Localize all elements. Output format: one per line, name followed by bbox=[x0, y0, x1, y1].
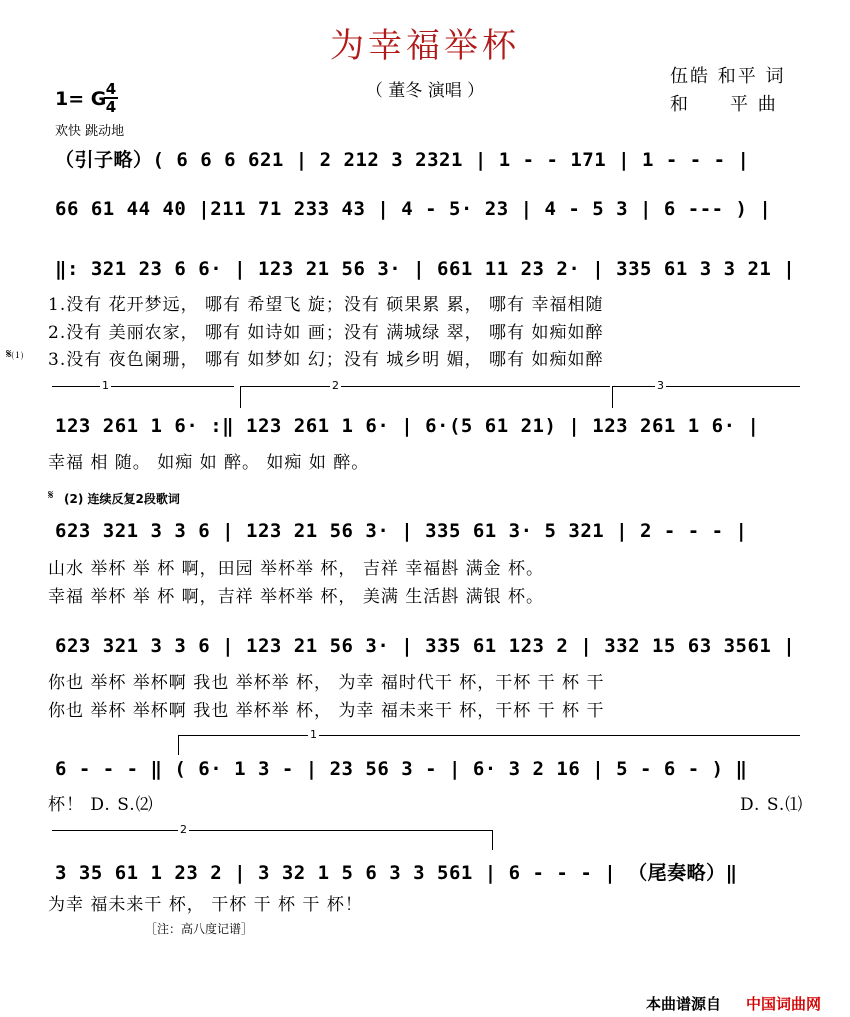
volta-number: 2 bbox=[180, 823, 187, 836]
ds-1-mark: D. S.⑴ bbox=[740, 795, 804, 815]
segno-2-mark: 𝄋 bbox=[48, 488, 54, 503]
time-signature-top: 4 bbox=[105, 80, 117, 98]
lyricist-credit: 伍皓 和平 词 bbox=[670, 66, 786, 87]
lyric-row: 你也 举杯 举杯啊 我也 举杯举 杯， 为幸 福时代干 杯，干杯 干 杯 干 bbox=[48, 673, 605, 693]
lyric-row: 山水 举杯 举 杯 啊，田园 举杯举 杯， 吉祥 幸福斟 满金 杯。 bbox=[48, 559, 545, 579]
volta-bracket bbox=[240, 386, 610, 387]
lyric-row: 3.没有 夜色阑珊， 哪有 如梦如 幻；没有 城乡明 媚， 哪有 如痴如醉 bbox=[48, 350, 604, 370]
score-row: 6 - - - ‖ ( 6· 1 3 - | 23 56 3 - | 6· 3 2 16 | 5 - 6 - ) ‖ bbox=[55, 758, 748, 780]
time-signature-bottom: 4 bbox=[105, 98, 117, 116]
volta-number: 1 bbox=[310, 728, 317, 741]
score-row: 66 61 44 40 |211 71 233 43 | 4 - 5· 23 | 4 - 5 3 | 6 --- ) | bbox=[55, 198, 772, 220]
volta-bracket bbox=[492, 830, 493, 850]
score-row: （引子略）( 6 6 6 621 | 2 212 3 2321 | 1 - - 171 | 1 - - - | bbox=[55, 149, 750, 171]
lyric-row: 1.没有 花开梦远， 哪有 希望飞 旋；没有 硕果累 累， 哪有 幸福相随 bbox=[48, 295, 604, 315]
volta-number: 1 bbox=[102, 379, 109, 392]
lyric-row: 2.没有 美丽农家， 哪有 如诗如 画；没有 满城绿 翠， 哪有 如痴如醉 bbox=[48, 323, 604, 343]
repeat-note: (2) 连续反复2段歌词 bbox=[64, 492, 180, 506]
score-row: ‖: 321 23 6 6· | 123 21 56 3· | 661 11 23 2· | 335 61 3 3 21 | bbox=[55, 258, 796, 280]
lyric-row: 幸福 举杯 举 杯 啊，吉祥 举杯举 杯， 美满 生活斟 满银 杯。 bbox=[48, 587, 545, 607]
source-site-link[interactable]: 中国词曲网 bbox=[746, 995, 822, 1013]
volta-bracket bbox=[178, 735, 800, 736]
lyric-row: 杯！ D. S.⑵ bbox=[48, 795, 154, 815]
song-title: 为幸福举杯 bbox=[330, 26, 520, 66]
segno-1-mark: 𝄋⑴ bbox=[6, 347, 24, 362]
singer-credit: （ 董冬 演唱 ） bbox=[365, 81, 485, 101]
volta-number: 2 bbox=[332, 379, 339, 392]
composer-credit: 和 平 曲 bbox=[670, 94, 778, 115]
lyric-row: 为幸 福未来干 杯， 干杯 干 杯 干 杯！ bbox=[48, 895, 363, 915]
score-row: 123 261 1 6· :‖ 123 261 1 6· | 6·(5 61 21) | 123 261 1 6· | bbox=[55, 415, 760, 437]
score-row: 623 321 3 3 6 | 123 21 56 3· | 335 61 3· 5 321 | 2 - - - | bbox=[55, 520, 748, 542]
tempo-marking: 欢快 跳动地 bbox=[55, 124, 125, 139]
time-signature bbox=[104, 82, 118, 114]
volta-bracket bbox=[52, 830, 492, 831]
volta-bracket bbox=[178, 735, 179, 755]
source-label: 本曲谱源自 bbox=[646, 995, 722, 1013]
lyric-row: 幸福 相 随。 如痴 如 醉。 如痴 如 醉。 bbox=[48, 453, 370, 473]
volta-bracket bbox=[612, 386, 613, 408]
lyric-row: 你也 举杯 举杯啊 我也 举杯举 杯， 为幸 福未来干 杯，干杯 干 杯 干 bbox=[48, 701, 605, 721]
key-signature: 1= G bbox=[55, 88, 107, 110]
volta-bracket bbox=[240, 386, 241, 408]
volta-bracket bbox=[52, 386, 234, 387]
score-row: 623 321 3 3 6 | 123 21 56 3· | 335 61 123 2 | 332 15 63 3561 | bbox=[55, 635, 796, 657]
volta-number: 3 bbox=[657, 379, 664, 392]
footnote: ［注：高八度记谱］ bbox=[145, 922, 254, 936]
score-row: 3 35 61 1 23 2 | 3 32 1 5 6 3 3 561 | 6 - - - | （尾奏略）‖ bbox=[55, 862, 738, 884]
volta-bracket bbox=[612, 386, 800, 387]
